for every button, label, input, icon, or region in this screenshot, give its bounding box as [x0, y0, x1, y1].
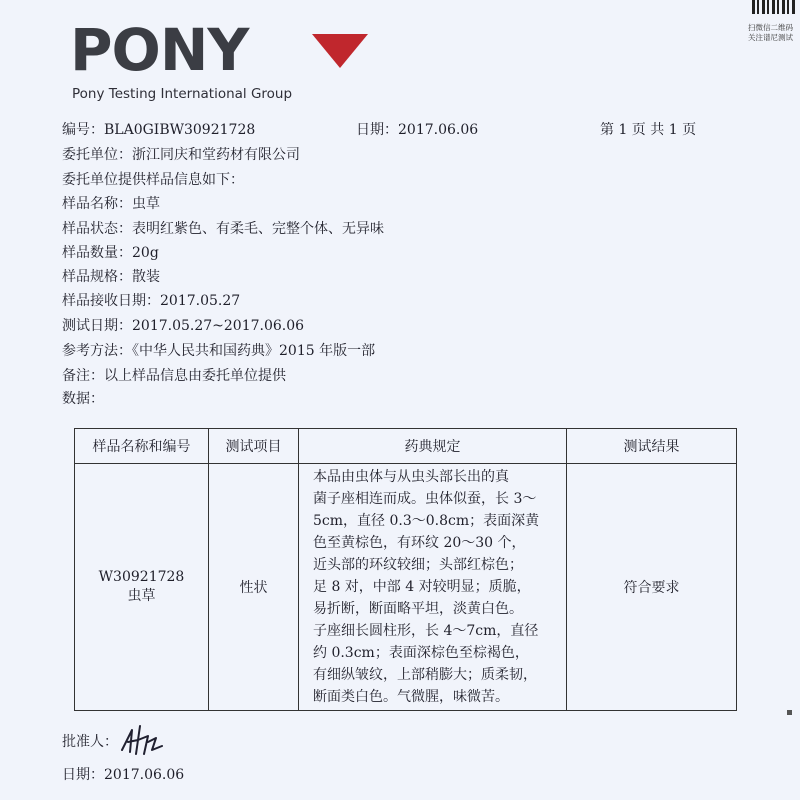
client-row	[62, 146, 300, 164]
spec-line: 5cm，直径 0.3～0.8cm；表面深黄	[313, 513, 540, 529]
sample-state-label: 样品状态：	[62, 221, 132, 237]
test-date-value: 2017.05.27~2017.06.06	[132, 318, 305, 334]
reference-value: 《中华人民共和国药典》2015 年版一部	[132, 343, 376, 359]
header-item: 测试项目	[209, 429, 299, 464]
test-date-row	[62, 317, 304, 335]
logo-brand: PONY	[70, 16, 249, 84]
company-logo	[70, 14, 330, 104]
receipt-date-value: 2017.05.27	[160, 293, 241, 309]
spec-line: 断面类白色。气微腥，味微苦。	[313, 689, 509, 705]
logo-company-name: Pony Testing International Group	[72, 86, 293, 102]
sample-spec-value: 散装	[132, 269, 160, 285]
report-date	[356, 121, 478, 139]
edge-mark	[787, 710, 792, 715]
spec-line: 约 0.3cm；表面深棕色至棕褐色，	[313, 645, 529, 661]
qr-caption-2: 关注谱尼测试	[748, 33, 793, 42]
note-row	[62, 367, 286, 385]
footer-date-label: 日期：	[62, 767, 104, 783]
qr-caption-1: 扫微信二维码	[748, 23, 793, 32]
client-label: 委托单位：	[62, 147, 132, 163]
spec-line: 色至黄棕色，有环纹 20～30 个，	[313, 535, 526, 551]
results-table	[74, 428, 737, 711]
page-indicator: 第 1 页 共 1 页	[600, 122, 697, 138]
data-heading: 数据：	[62, 391, 104, 407]
approver-label: 批准人：	[62, 734, 118, 750]
qr-code	[748, 0, 800, 46]
sample-name-value: 虫草	[132, 196, 160, 212]
report-number	[62, 121, 255, 139]
header-sample: 样品名称和编号	[75, 429, 209, 464]
sample-spec-row	[62, 268, 160, 286]
reference-label: 参考方法：	[62, 343, 132, 359]
sample-name-row	[62, 195, 160, 213]
sample-cell	[75, 464, 209, 711]
client-value: 浙江同庆和堂药材有限公司	[132, 147, 300, 163]
sample-spec-label: 样品规格：	[62, 269, 132, 285]
signature-mark	[118, 720, 178, 760]
test-date-label: 测试日期：	[62, 318, 132, 334]
footer-date-value: 2017.06.06	[104, 767, 185, 783]
logo-triangle-icon	[312, 34, 368, 68]
qr-code-icon	[752, 0, 796, 14]
footer-date	[62, 766, 184, 784]
sample-name-label: 样品名称：	[62, 196, 132, 212]
table-header-row	[75, 429, 737, 464]
report-date-label: 日期：	[356, 122, 398, 138]
receipt-date-row	[62, 292, 240, 310]
report-number-label: 编号：	[62, 122, 104, 138]
item-cell: 性状	[209, 464, 299, 711]
spec-cell	[299, 464, 567, 711]
spec-line: 近头部的环纹较细；头部红棕色；	[313, 557, 523, 573]
report-date-value: 2017.06.06	[398, 122, 479, 138]
header-result: 测试结果	[567, 429, 737, 464]
spec-line: 子座细长圆柱形，长 4～7cm，直径	[313, 623, 539, 639]
spec-line: 本品由虫体与从虫头部长出的真	[313, 469, 509, 485]
spec-line: 菌子座相连而成。虫体似蚕，长 3～	[313, 491, 537, 507]
result-cell: 符合要求	[567, 464, 737, 711]
sample-qty-value: 20g	[132, 245, 159, 261]
header-spec: 药典规定	[299, 429, 567, 464]
note-value: 以上样品信息由委托单位提供	[104, 368, 286, 384]
sample-state-row	[62, 220, 384, 238]
reference-row	[62, 342, 375, 360]
sample-id: W30921728	[98, 569, 185, 585]
table-row	[75, 464, 737, 711]
note-label: 备注：	[62, 368, 104, 384]
spec-line: 易折断，断面略平坦，淡黄白色。	[313, 601, 523, 617]
sample-qty-row	[62, 244, 159, 262]
sample-name: 虫草	[127, 588, 156, 604]
spec-line: 有细纵皱纹，上部稍膨大；质柔韧，	[313, 667, 537, 683]
sample-state-value: 表明红紫色、有柔毛、完整个体、无异味	[132, 221, 384, 237]
spec-line: 足 8 对，中部 4 对较明显；质脆，	[313, 579, 531, 595]
receipt-date-label: 样品接收日期：	[62, 293, 160, 309]
provided-heading: 委托单位提供样品信息如下：	[62, 172, 244, 188]
sample-qty-label: 样品数量：	[62, 245, 132, 261]
report-number-value: BLA0GIBW30921728	[104, 122, 256, 138]
